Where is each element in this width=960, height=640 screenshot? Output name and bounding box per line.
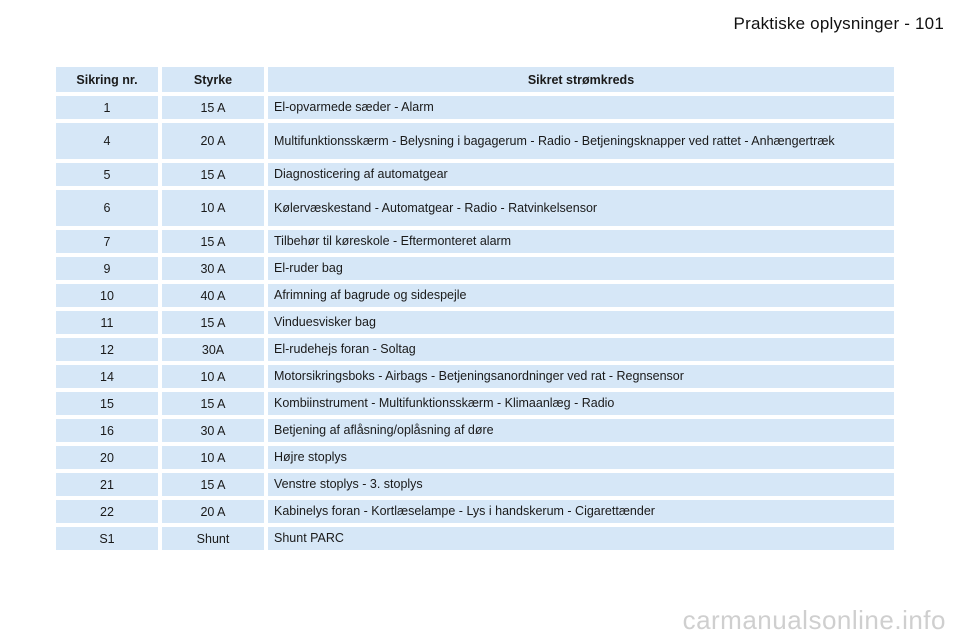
table-row [56,163,894,186]
table-row [56,419,894,442]
page-title: Praktiske oplysninger - 101 [733,14,944,33]
table-row [56,257,894,280]
table-row [56,527,894,550]
column-header-fuse-number: Sikring nr. [56,67,158,92]
circuit-cell: Kølervæskestand - Automatgear - Radio - Ratvinkelsensor [268,190,894,226]
fuse-number-cell: 4 [56,123,158,159]
column-header-circuit: Sikret strømkreds [268,67,894,92]
table-row [56,500,894,523]
rating-cell: 40 A [162,284,264,307]
rating-cell: 30 A [162,419,264,442]
table-row [56,311,894,334]
fuse-number-cell: 7 [56,230,158,253]
fuse-number-cell: 10 [56,284,158,307]
fuse-number-cell: 11 [56,311,158,334]
rating-cell: 15 A [162,163,264,186]
table-row [56,190,894,226]
rating-cell: 15 A [162,473,264,496]
circuit-cell: Shunt PARC [268,527,894,550]
circuit-cell: Højre stoplys [268,446,894,469]
fuse-number-cell: 6 [56,190,158,226]
circuit-cell: El-ruder bag [268,257,894,280]
table-row [56,392,894,415]
column-header-rating: Styrke [162,67,264,92]
rating-cell: 15 A [162,311,264,334]
watermark: carmanualsonline.info [682,605,946,635]
circuit-cell: Diagnosticering af automatgear [268,163,894,186]
circuit-cell: Kabinelys foran - Kortlæselampe - Lys i handskerum - Cigarettænder [268,500,894,523]
circuit-cell: Betjening af aflåsning/oplåsning af døre [268,419,894,442]
table-row [56,446,894,469]
rating-cell: 10 A [162,190,264,226]
circuit-cell: Tilbehør til køreskole - Eftermonteret alarm [268,230,894,253]
circuit-cell: El-opvarmede sæder - Alarm [268,96,894,119]
rating-cell: 10 A [162,365,264,388]
rating-cell: 30A [162,338,264,361]
fuse-table [52,63,898,554]
circuit-cell: Afrimning af bagrude og sidespejle [268,284,894,307]
rating-cell: Shunt [162,527,264,550]
circuit-cell: Motorsikringsboks - Airbags - Betjeningsanordninger ved rat - Regnsensor [268,365,894,388]
rating-cell: 30 A [162,257,264,280]
circuit-cell: Multifunktionsskærm - Belysning i bagagerum - Radio - Betjeningsknapper ved rattet - Anhængertræk [268,123,894,159]
table-row [56,96,894,119]
fuse-number-cell: 20 [56,446,158,469]
fuse-number-cell: 16 [56,419,158,442]
rating-cell: 10 A [162,446,264,469]
circuit-cell: Vinduesvisker bag [268,311,894,334]
rating-cell: 20 A [162,123,264,159]
table-row [56,365,894,388]
table-row [56,123,894,159]
fuse-number-cell: 5 [56,163,158,186]
fuse-number-cell: 1 [56,96,158,119]
rating-cell: 15 A [162,96,264,119]
table-row [56,338,894,361]
circuit-cell: Kombiinstrument - Multifunktionsskærm - Klimaanlæg - Radio [268,392,894,415]
fuse-number-cell: 12 [56,338,158,361]
circuit-cell: El-rudehejs foran - Soltag [268,338,894,361]
table-header-row [56,67,894,92]
table-row [56,284,894,307]
rating-cell: 20 A [162,500,264,523]
rating-cell: 15 A [162,230,264,253]
rating-cell: 15 A [162,392,264,415]
fuse-number-cell: 9 [56,257,158,280]
table-row [56,230,894,253]
fuse-number-cell: 14 [56,365,158,388]
fuse-number-cell: 21 [56,473,158,496]
circuit-cell: Venstre stoplys - 3. stoplys [268,473,894,496]
table-row [56,473,894,496]
fuse-number-cell: 22 [56,500,158,523]
fuse-number-cell: 15 [56,392,158,415]
fuse-number-cell: S1 [56,527,158,550]
